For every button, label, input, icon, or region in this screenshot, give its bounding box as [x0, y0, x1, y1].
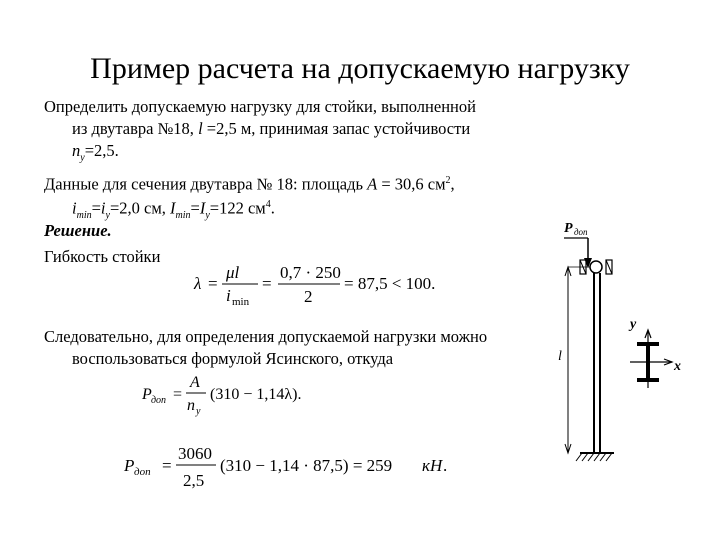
numerator-value: 0,7 · 250 [280, 263, 341, 282]
i-beam-top-flange [637, 342, 659, 346]
result-expression: (310 − 1,14 · 87,5) = 259 [220, 456, 393, 475]
i-symbol: i [226, 286, 231, 305]
problem-line-3 [72, 140, 119, 169]
pin-joint [590, 261, 602, 273]
radius-symbol: i [100, 198, 106, 218]
equals-sign: = [208, 274, 218, 293]
slenderness-formula-svg [190, 258, 450, 310]
yasinsky-expression: (310 − 1,14λ). [210, 386, 302, 403]
solution-label: Решение. [44, 221, 112, 240]
lambda-symbol: λ [194, 274, 202, 293]
n-symbol: n [187, 397, 195, 414]
i-beam-bottom-flange [637, 378, 659, 382]
radius-value: =2,0 см, [109, 198, 166, 218]
conclusion-line-2: воспользоваться формулой Ясинского, откуда [72, 349, 394, 368]
equals-sign-2: = [262, 274, 272, 293]
length-symbol: l [198, 119, 203, 138]
column-diagram [540, 210, 710, 470]
result-end: . [443, 456, 448, 475]
slenderness-label: Гибкость стойки [44, 247, 161, 266]
p-subscript: доп [134, 466, 151, 478]
mu-l: μl [226, 263, 240, 282]
equals: = [190, 198, 200, 218]
punctuation: . [270, 198, 275, 218]
subscript: y [105, 209, 110, 221]
equals-sign: = [162, 456, 172, 475]
result-formula-svg [122, 442, 462, 496]
subscript: y [205, 209, 210, 221]
radius-symbol: i [72, 198, 77, 218]
superscript: 2 [445, 175, 451, 186]
x-axis-label: x [674, 359, 681, 374]
superscript: 4 [265, 199, 271, 210]
i-beam-web [646, 346, 650, 378]
punctuation: , [450, 174, 455, 194]
area-symbol: A [367, 174, 378, 194]
base-hatch [576, 453, 612, 461]
result-unit: кН [422, 456, 443, 475]
problem-line-1: Определить допускаемую нагрузку для стойки, выполненной [44, 97, 476, 116]
hatch [606, 260, 612, 274]
n-subscript: y [196, 406, 201, 417]
load-label: P [564, 221, 573, 236]
problem-line-2 [72, 118, 470, 140]
inertia-symbol: I [170, 198, 176, 218]
section-line-1 [44, 170, 455, 196]
area-value: = 30,6 см [381, 174, 446, 194]
equals-sign: = [173, 386, 183, 403]
problem-text: из двутавра №18, [72, 119, 194, 138]
result-denominator: 2,5 [183, 471, 205, 490]
p-subscript: доп [151, 395, 167, 406]
area-numerator: A [190, 374, 200, 391]
result-formula [122, 442, 462, 501]
i-min-subscript: min [232, 296, 250, 308]
load-subscript: доп [574, 227, 588, 237]
inertia-value: =122 см [209, 198, 266, 218]
safety-factor-symbol: n [72, 141, 81, 160]
p-symbol: P [142, 386, 152, 403]
column-figure [540, 210, 710, 475]
subscript: min [76, 209, 92, 221]
inertia-symbol: I [199, 198, 206, 218]
subscript: y [80, 152, 85, 164]
y-axis-label: y [630, 317, 637, 332]
p-symbol: P [124, 456, 135, 475]
equals: = [91, 198, 101, 218]
problem-text: =2,5. [84, 141, 119, 160]
result-numerator: 3060 [178, 444, 212, 463]
problem-text: =2,5 м, принимая запас устойчивости [206, 119, 471, 138]
slenderness-formula [190, 258, 450, 315]
page-title: Пример расчета на допускаемую нагрузку [90, 52, 630, 85]
conclusion-line-1: Следовательно, для определения допускаемой нагрузки можно [44, 327, 488, 346]
slenderness-result: = 87,5 < 100. [344, 274, 436, 293]
length-label: l [558, 349, 562, 364]
yasinsky-formula [140, 372, 340, 425]
subscript: min [175, 209, 191, 221]
denominator-value: 2 [304, 287, 313, 306]
section-text: Данные для сечения двутавра № 18: площадь [44, 174, 363, 194]
yasinsky-formula-svg [140, 372, 340, 420]
